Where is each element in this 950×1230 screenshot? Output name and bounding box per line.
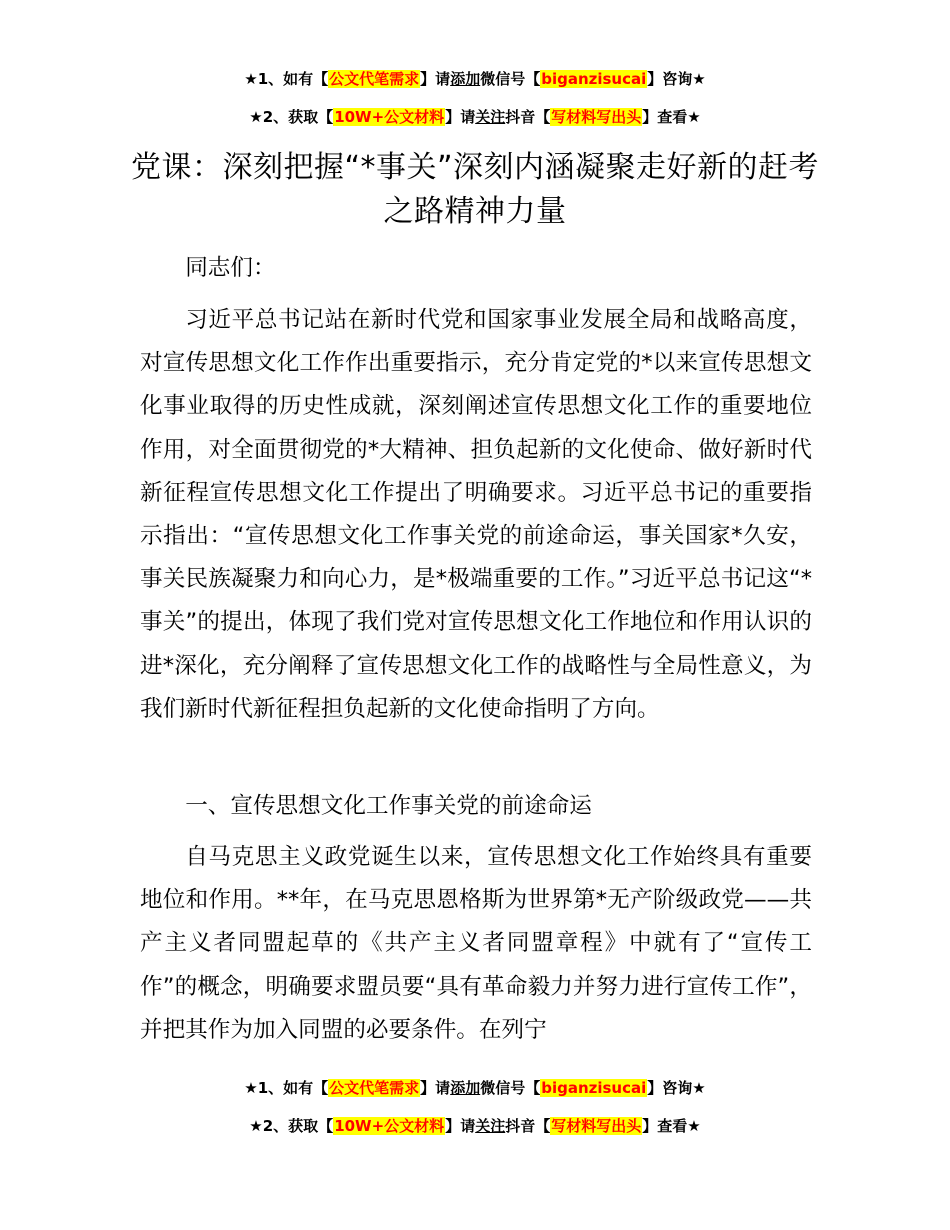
banner-text: ★2、获取【 — [249, 1117, 334, 1135]
section-heading: 一、宣传思想文化工作事关党的前途命运 — [185, 793, 592, 819]
salutation: 同志们： — [185, 255, 276, 281]
banner-highlight: 写材料写出头 — [551, 108, 642, 126]
banner-text: ★1、如有【 — [244, 70, 329, 88]
banner-text: ★1、如有【 — [244, 1079, 329, 1097]
banner-text: 抖音【 — [505, 108, 551, 126]
paragraph: 自马克思主义政党诞生以来，宣传思想文化工作始终具有重要地位和作用。**年，在马克思恩格斯为世界第*无产阶级政党——共产主义者同盟起草的《共产主义者同盟章程》中就有了“宣传工作”的概念，明确要求盟员要“具有革命毅力并努力进行宣传工作”，并把其作为加入同盟的必要条件。在列宁 — [140, 844, 812, 1043]
banner-highlight: 公文代笔需求 — [329, 70, 420, 88]
banner-highlight: biganzisucai — [541, 1079, 647, 1097]
top-banner-line-2 — [0, 105, 950, 129]
banner-text: 】请 — [445, 1117, 476, 1135]
banner-text: 】请 — [420, 1079, 451, 1097]
banner-highlight: 10W+公文材料 — [334, 108, 445, 126]
banner-text: 】请 — [445, 108, 476, 126]
banner-text: 】查看★ — [642, 1117, 701, 1135]
banner-text: 】咨询★ — [647, 70, 706, 88]
banner-emphasis: 添加 — [450, 1079, 481, 1097]
banner-text: 】咨询★ — [647, 1079, 706, 1097]
banner-text: 微信号【 — [480, 1079, 541, 1097]
banner-text: 抖音【 — [505, 1117, 551, 1135]
paragraph: 习近平总书记站在新时代党和国家事业发展全局和战略高度，对宣传思想文化工作作出重要指示，充分肯定党的*以来宣传思想文化事业取得的历史性成就，深刻阐述宣传思想文化工作的重要地位作用，对全面贯彻党的*大精神、担负起新的文化使命、做好新时代新征程宣传思想文化工作提出了明确要求。习近平总书记的重要指示指出：“宣传思想文化工作事关党的前途命运，事关国家*久安，事关民族凝聚力和向心力，是*极端重要的工作。”习近平总书记这“*事关”的提出，体现了我们党对宣传思想文化工作地位和作用认识的进*深化，充分阐释了宣传思想文化工作的战略性与全局性意义，为我们新时代新征程担负起新的文化使命指明了方向。 — [140, 307, 812, 722]
banner-text: 微信号【 — [480, 70, 541, 88]
banner-highlight: 10W+公文材料 — [334, 1117, 445, 1135]
banner-emphasis: 关注 — [475, 1117, 506, 1135]
banner-highlight: 公文代笔需求 — [329, 1079, 420, 1097]
banner-text: 】查看★ — [642, 108, 701, 126]
banner-text: 】请 — [420, 70, 451, 88]
banner-highlight: 写材料写出头 — [551, 1117, 642, 1135]
document-title: 党课：深刻把握“*事关”深刻内涵凝聚走好新的赶考之路精神力量 — [130, 150, 820, 229]
banner-text: ★2、获取【 — [249, 108, 334, 126]
banner-emphasis: 添加 — [450, 70, 481, 88]
banner-highlight: biganzisucai — [541, 70, 647, 88]
top-banner-line-1 — [0, 67, 950, 91]
banner-emphasis: 关注 — [475, 108, 506, 126]
bottom-banner-line-1 — [0, 1076, 950, 1100]
bottom-banner-line-2 — [0, 1114, 950, 1138]
